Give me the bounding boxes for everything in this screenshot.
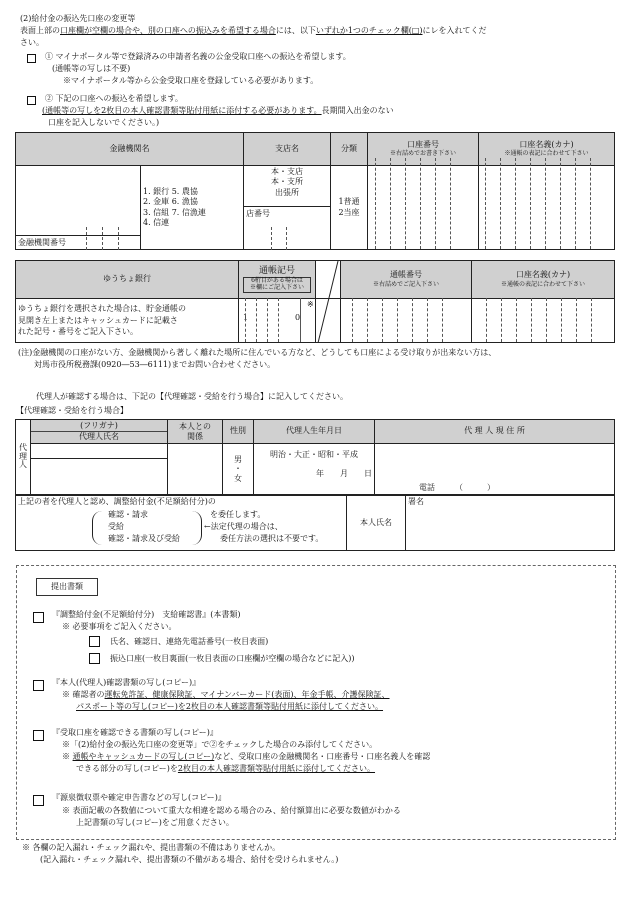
proxy-birth-header: 代理人生年月日	[254, 420, 375, 444]
proxy-name-header: (フリガナ) 代理人氏名	[31, 420, 168, 444]
proxy-sex-cell[interactable]: 男 ・ 女	[223, 444, 254, 495]
doc4-line1: ※ 表面記載の各数値について重大な相違を認める場合のみ、給付額算出に必要な数値がわかる	[62, 806, 401, 815]
doc1-checkbox[interactable]	[33, 612, 44, 623]
documents-title-box	[36, 578, 98, 596]
doc3-line1: ※「(2)給付金の振込先口座の変更等」で②をチェックした場合のみ添付してください。	[62, 740, 378, 749]
proxy-name-cell[interactable]	[31, 458, 168, 495]
bank-account-table	[15, 132, 615, 250]
doc2-title: 『本人(代理人)確認書類の写し(コピー)』	[52, 678, 201, 687]
delegation-option-confirm[interactable]: 確認・請求	[108, 510, 148, 519]
section2-intro: 表面上部の口座欄が空欄の場合や、別の口座への振込みを希望する場合には、以下いずれか1つのチェック欄(□)にレを入れてくだ	[20, 26, 487, 35]
principal-name-label: 本人氏名	[347, 496, 406, 551]
proxy-side-label: 代 理 人	[16, 420, 31, 495]
option2-checkbox[interactable]	[27, 96, 36, 105]
option1-note: (通帳等の写しは不要)	[52, 64, 131, 73]
yucho-holder-cell[interactable]	[472, 299, 615, 343]
option1-note2: ※マイナポータル等から公金受取口座を登録している必要があります。	[63, 76, 319, 85]
account-number-cell[interactable]	[368, 166, 479, 250]
option2-label: ② 下記の口座への振込を希望します。	[45, 94, 183, 103]
delegation-entrust: を委任します。	[210, 510, 266, 519]
doc1-sub1-checkbox[interactable]	[89, 636, 100, 647]
bank-type-list: 1. 銀行 5. 農協 2. 金庫 6. 漁協 3. 信組 7. 信漁連 4. 信連	[141, 166, 244, 250]
delegation-text-cell: 上記の者を代理人と認め、調整給付金(不足額給付分)の	[16, 496, 347, 551]
note-line1: (注)金融機関の口座がない方、金融機関から著しく離れた場所に住んでいる方など、どうしても口座による受け取りが出来ない方は、	[18, 348, 497, 357]
sixth-digit-mark: ※	[307, 300, 314, 309]
account-holder-header: 口座名義(カナ) ※通帳の表記に合わせて下さい	[479, 133, 615, 166]
yucho-header: ゆうちょ銀行	[16, 261, 239, 299]
option1-checkbox[interactable]	[27, 54, 36, 63]
final-check-line2: (記入漏れ・チェック漏れや、提出書類の不備がある場合、給付を受けられません。)	[40, 855, 339, 864]
account-class-cell[interactable]: 1普通 2当座	[331, 166, 368, 250]
branch-name-cell[interactable]: 本・支店 本・支所 出張所 店番号	[244, 166, 331, 250]
doc1-sub2-checkbox[interactable]	[89, 653, 100, 664]
yucho-description: ゆうちょ銀行を選択された場合は、貯金通帳の 見開き左上またはキャッシュカードに記載さ れた記号・番号をご記入下さい。	[16, 299, 239, 343]
proxy-table	[15, 419, 615, 495]
yucho-holder-header: 口座名義(カナ) ※通帳の表記に合わせて下さい	[472, 261, 615, 299]
bank-name-cell[interactable]	[16, 166, 141, 250]
passbook-number-header: 通帳番号 ※右詰めでご記入下さい	[341, 261, 472, 299]
proxy-intro: 代理人が確認する場合は、下記の【代理確認・受給を行う場合】に記入してください。	[36, 392, 348, 401]
passbook-code-cell[interactable]: 1 0 ※	[239, 299, 316, 343]
note-line2: 対馬市役所税務課(0920―53―6111)までお問い合わせください。	[34, 360, 276, 369]
doc1-sub1: 氏名、確認日、連絡先電話番号(一枚目表面)	[110, 637, 269, 646]
bank-code-row: 金融機関番号	[16, 235, 140, 248]
doc3-checkbox[interactable]	[33, 730, 44, 741]
slash-cell	[316, 261, 341, 299]
option1-label: ① マイナポータル等で登録済みの申請者名義の公金受取口座への振込を希望します。	[45, 52, 351, 61]
signature-cell[interactable]: 署名	[406, 496, 615, 551]
bank-name-header: 金融機関名	[16, 133, 244, 166]
branch-name-header: 支店名	[244, 133, 331, 166]
passbook-code-header: 通帳記号 6桁目がある場合は ※欄にご記入下さい	[239, 261, 316, 299]
documents-title: 提出書類	[51, 582, 83, 591]
branch-code-row: 店番号	[244, 206, 330, 219]
doc1-note: ※ 必要事項をご記入ください。	[62, 622, 177, 631]
proxy-furigana-cell[interactable]	[31, 444, 168, 458]
delegation-legal1: ←法定代理の場合は、	[204, 522, 283, 531]
section2-heading: (2)給付金の振込先口座の変更等	[20, 14, 136, 23]
doc4-checkbox[interactable]	[33, 795, 44, 806]
proxy-address-cell[interactable]: 電話 （ ）	[375, 444, 615, 495]
final-check-line1: ※ 各欄の記入漏れ・チェック漏れや、提出書類の不備はありませんか。	[22, 843, 281, 852]
account-holder-cell[interactable]	[479, 166, 615, 250]
doc4-title: 『源泉徴収票や確定申告書などの写し(コピー)』	[52, 793, 226, 802]
doc3-line2: ※ 通帳やキャッシュカードの写し(コピー)など、受取口座の金融機関名・口座番号・口座名義人を確認	[62, 752, 431, 761]
proxy-relation-cell[interactable]	[168, 444, 223, 495]
doc1-sub2: 振込口座(一枚目裏面(一枚目表面の口座欄が空欄の場合などに記入))	[110, 654, 355, 663]
proxy-sex-header: 性別	[223, 420, 254, 444]
doc3-title: 『受取口座を確認できる書類の写し(コピー)』	[52, 728, 218, 737]
passbook-number-cell[interactable]	[341, 299, 472, 343]
delegation-legal2: 委任方法の選択は不要です。	[220, 534, 324, 543]
doc4-line2: 上記書類の写し(コピー)をご用意ください。	[76, 818, 234, 827]
section2-intro-end: さい。	[20, 38, 44, 47]
doc1-title: 『調整給付金(不足額給付分) 支給確認書』(本書類)	[52, 610, 241, 619]
doc3-line3: できる部分の写し(コピー)を2枚目の本人確認書類等貼付用紙に添付してください。	[76, 764, 376, 773]
delegation-option-receive[interactable]: 受給	[108, 522, 124, 531]
doc2-line1: ※ 確認者の運転免許証、健康保険証、マイナンバーカード(表面)、年金手帳、介護保険証、	[62, 690, 390, 699]
account-class-header: 分類	[331, 133, 368, 166]
option2-note2: 口座を記入しないでください。)	[48, 118, 160, 127]
doc2-line2: パスポート等の写し(コピー)を2枚目の本人確認書類等貼付用紙に添付してください。	[76, 702, 384, 711]
slash-line	[316, 261, 340, 343]
account-number-header: 口座番号 ※右詰めでお書き下さい	[368, 133, 479, 166]
option2-note: (通帳等の写しを2枚目の本人確認書類等貼付用紙に添付する必要があります。長期間入出金のない	[42, 106, 394, 115]
proxy-birth-cell[interactable]: 明治・大正・昭和・平成 年 月 日	[254, 444, 375, 495]
proxy-address-header: 代 理 人 現 住 所	[375, 420, 615, 444]
doc2-checkbox[interactable]	[33, 680, 44, 691]
delegation-option-both[interactable]: 確認・請求及び受給	[108, 534, 180, 543]
proxy-heading: 【代理確認・受給を行う場合】	[16, 406, 128, 415]
yucho-account-table	[15, 260, 615, 343]
proxy-relation-header: 本人との 関係	[168, 420, 223, 444]
